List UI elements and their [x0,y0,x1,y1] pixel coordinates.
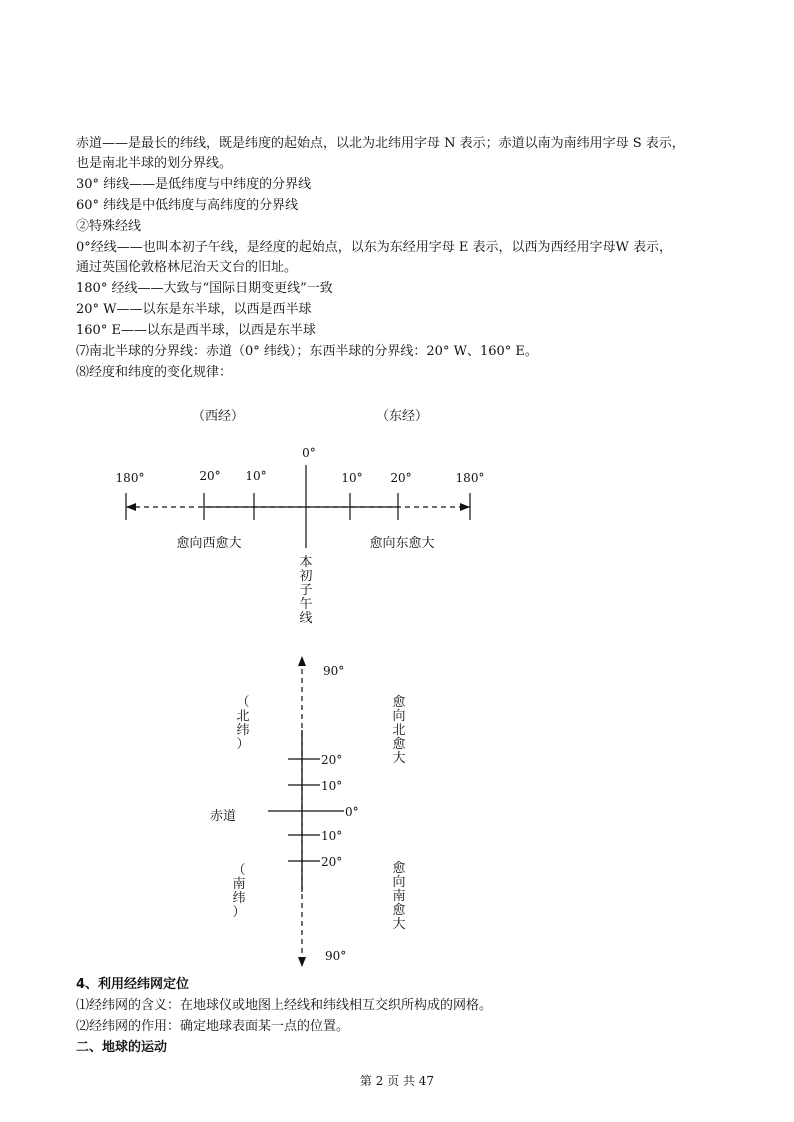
south-trend-char: 愈 [392,903,406,918]
section-heading: 4、利用经纬网定位 [76,977,190,992]
arrow-up-icon [298,656,306,666]
tick-label-e180: 180° [455,471,485,485]
arrow-right-icon [460,503,470,511]
text-line: 也是南北半球的划分界线。 [76,156,233,171]
north-trend-char: 愈 [392,737,406,752]
south-trend-char: 大 [392,917,406,932]
south-latitude-char: 南 [232,877,246,892]
section-heading: 二、地球的运动 [76,1040,168,1055]
tick-label-n10: 10° [321,779,343,793]
text-line: ⑵经纬网的作用：确定地球表面某一点的位置。 [76,1019,350,1034]
east-longitude-label: （东经） [375,409,429,424]
tick-label-0: 0° [345,805,359,819]
north-latitude-char: ） [236,737,250,752]
north-latitude-char: （ [236,695,250,710]
text-line: 赤道——是最长的纬线，既是纬度的起始点，以北为北纬用字母 N 表示；赤道以南为南纬用字母 S 表示， [76,136,685,151]
west-longitude-label: （西经） [191,409,245,424]
tick-label-w180: 180° [115,471,145,485]
south-trend-char: 向 [392,875,406,890]
south-trend-char: 愈 [392,861,406,876]
text-line: 通过英国伦敦格林尼治天文台的旧址。 [76,260,298,275]
south-latitude-char: （ [232,863,246,878]
tick-label-w20: 20° [199,469,221,483]
prime-meridian-char: 初 [299,569,313,584]
arrow-left-icon [126,503,136,511]
prime-meridian-char: 线 [299,611,313,626]
prime-meridian-char: 本 [299,555,313,570]
tick-label-0: 0° [302,446,316,460]
tick-label-s20: 20° [321,855,343,869]
tick-label-s10: 10° [321,829,343,843]
text-line: ②特殊经线 [76,219,142,234]
tick-label-e20: 20° [390,471,412,485]
tick-label-w10: 10° [245,469,267,483]
longitude-diagram [116,409,485,626]
text-line: 20° W——以东是东半球，以西是西半球 [76,302,312,317]
text-line: 60° 纬线是中低纬度与高纬度的分界线 [76,198,299,213]
south-latitude-char: ） [232,905,246,920]
text-line: ⑴经纬网的含义：在地球仪或地图上经线和纬线相互交织所构成的网格。 [76,998,493,1013]
text-line: ⑺南北半球的分界线：赤道（0° 纬线）；东西半球的分界线：20° W、160° E。 [76,344,538,359]
latitude-diagram [210,656,406,967]
tick-label-n90: 90° [323,664,345,678]
north-trend-char: 愈 [392,695,406,710]
text-line: 160° E——以东是西半球，以西是东半球 [76,323,316,338]
east-trend-label: 愈向东愈大 [369,536,435,551]
text-line: 0°经线——也叫本初子午线，是经度的起始点，以东为东经用字母 E 表示，以西为西经用字母W 表示， [76,240,673,255]
tick-label-s90: 90° [325,949,347,963]
north-latitude-char: 北 [236,709,250,724]
text-line: ⑻经度和纬度的变化规律： [76,365,233,380]
west-trend-label: 愈向西愈大 [176,536,242,551]
tick-label-e10: 10° [341,471,363,485]
tick-label-n20: 20° [321,753,343,767]
south-trend-char: 南 [392,889,406,904]
prime-meridian-char: 子 [299,583,313,598]
arrow-down-icon [298,957,306,967]
page-footer: 第 2 页 共 47 [359,1074,435,1088]
prime-meridian-char: 午 [299,597,313,612]
north-trend-char: 向 [392,709,406,724]
north-trend-char: 北 [392,723,406,738]
equator-label: 赤道 [209,809,237,824]
text-line: 30° 纬线——是低纬度与中纬度的分界线 [76,177,312,192]
south-latitude-char: 纬 [232,891,246,906]
text-line: 180° 经线——大致与“国际日期变更线”一致 [76,281,333,296]
north-latitude-char: 纬 [236,723,250,738]
north-trend-char: 大 [392,751,406,766]
